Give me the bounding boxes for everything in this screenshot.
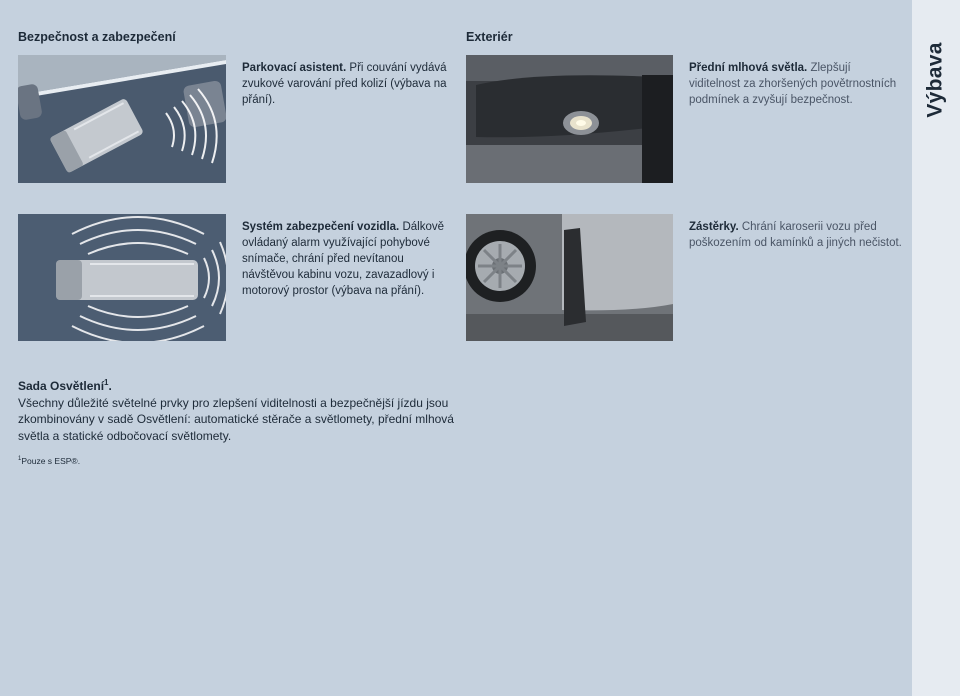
- parking-assist-text: Parkovací asistent. Při couvání vydává zvukové varování před kolizí (výbava na přání).: [242, 62, 447, 106]
- footnote: $^1$Pouze s ESP®.: [18, 456, 81, 466]
- section-heading-safety: Bezpečnost a zabezpečení: [18, 30, 176, 44]
- parking-assist-image: [18, 55, 226, 183]
- lighting-package-title: Sada Osvětlení$^1$.: [18, 378, 112, 393]
- mudflaps-image: [466, 214, 673, 341]
- fog-light-image: [466, 55, 673, 183]
- mudflaps-text: Zástěrky. Chrání karoserii vozu před poškozením od kamínků a jiných nečistot.: [689, 221, 902, 249]
- fog-light-text: Přední mlhová světla. Zlepšují viditelnost za zhoršených povětrnostních podmínek a zvyšují bezpečnost.: [689, 62, 897, 106]
- alarm-system-text: Systém zabezpečení vozidla. Dálkově ovládaný alarm využívající pohybové snímače, chrání před nevítanou návštěvou kabinu vozu, zavazadlový i motorový prostor (výbava na přání).: [242, 221, 444, 297]
- lighting-package: [18, 375, 458, 444]
- section-heading-exterior: Exteriér: [466, 30, 513, 44]
- lighting-package-text: Všechny důležité světelné prvky pro zlepšení viditelnosti a bezpečnější jízdu jsou zkombinovány v sadě Osvětlení: automatické stěrače a světlomety, přední mlhová světla a statické odbočovací světlomety.: [18, 395, 454, 443]
- alarm-system-image: [18, 214, 226, 341]
- side-title: Výbava: [924, 42, 948, 118]
